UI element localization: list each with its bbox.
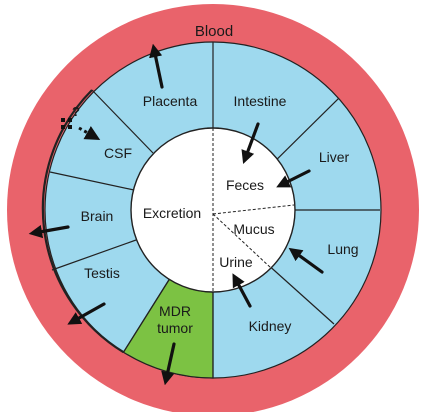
testis-label: Testis [84, 265, 120, 281]
excretion-label: Excretion [142, 205, 202, 221]
mdr-tumor-label-line2: tumor [157, 320, 193, 336]
urine-label: Urine [219, 254, 253, 270]
mdr-tumor-label-line1: MDR [159, 303, 191, 319]
blood-label: Blood [194, 23, 234, 40]
uncertain-marker: ? [72, 104, 80, 119]
mucus-label: Mucus [233, 221, 275, 237]
intestine-label: Intestine [233, 93, 287, 109]
liver-label: Liver [318, 149, 350, 165]
placenta-label: Placenta [142, 93, 198, 109]
brain-label: Brain [80, 208, 114, 224]
kidney-label: Kidney [248, 318, 292, 334]
lung-label: Lung [327, 241, 359, 257]
csf-label: CSF [104, 145, 132, 161]
feces-label: Feces [225, 177, 265, 193]
